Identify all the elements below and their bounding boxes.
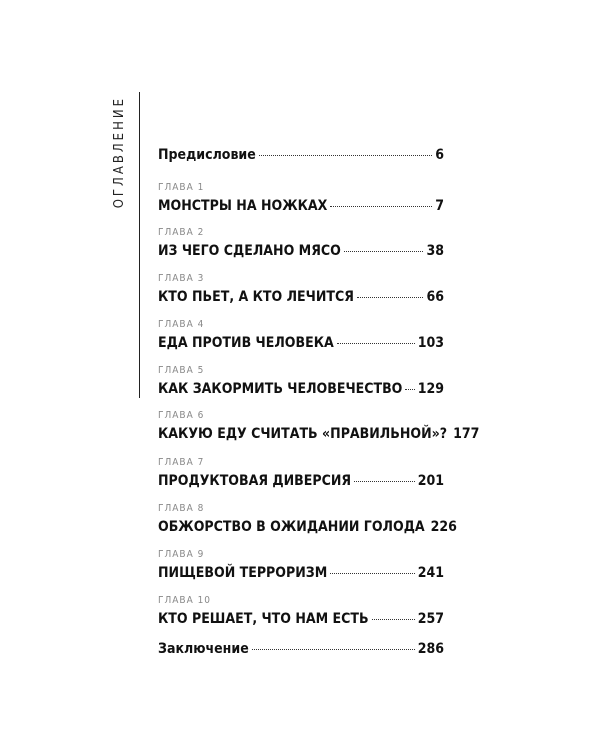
entry-page: 103: [417, 335, 444, 351]
entry-title: ПРОДУКТОВАЯ ДИВЕРСИЯ: [158, 473, 352, 489]
toc-entry-chapter-9[interactable]: [158, 549, 444, 582]
chapter-label: ГЛАВА 5: [158, 365, 205, 376]
dot-leader: [344, 251, 424, 252]
toc-entry-chapter-2[interactable]: [158, 227, 444, 260]
entry-title: Заключение: [158, 641, 249, 657]
dot-leader: [259, 155, 432, 156]
toc-heading: ОГЛАВЛЕНИЕ: [112, 96, 127, 209]
chapter-label: ГЛАВА 10: [158, 595, 212, 606]
chapter-label: ГЛАВА 2: [158, 227, 205, 238]
entry-page: 241: [417, 565, 444, 581]
chapter-label: ГЛАВА 3: [158, 273, 205, 284]
toc-entry-chapter-5[interactable]: [158, 365, 444, 398]
toc-entry-chapter-3[interactable]: [158, 273, 444, 306]
dot-leader: [372, 619, 415, 620]
entry-title: КАКУЮ ЕДУ СЧИТАТЬ «ПРАВИЛЬНОЙ»?: [158, 426, 448, 442]
dot-leader: [354, 481, 415, 482]
toc-entry-chapter-8[interactable]: [158, 503, 457, 536]
chapter-label: ГЛАВА 9: [158, 549, 205, 560]
toc-entry-chapter-7[interactable]: [158, 457, 444, 490]
dot-leader: [405, 389, 414, 390]
toc-entry-preface[interactable]: [158, 146, 444, 164]
entry-page: 66: [426, 289, 444, 305]
entry-page: 257: [417, 611, 444, 627]
entry-title: ИЗ ЧЕГО СДЕЛАНО МЯСО: [158, 243, 341, 259]
chapter-label: ГЛАВА 1: [158, 182, 205, 193]
entry-page: 7: [435, 198, 444, 214]
toc-entry-conclusion[interactable]: [158, 640, 444, 658]
entry-title: ОБЖОРСТВО В ОЖИДАНИИ ГОЛОДА: [158, 519, 425, 535]
entry-title: КТО ПЬЕТ, А КТО ЛЕЧИТСЯ: [158, 289, 354, 305]
toc-entry-chapter-1[interactable]: [158, 182, 444, 215]
entry-title: Предисловие: [158, 147, 256, 163]
entry-page: 177: [453, 426, 480, 442]
toc-entry-chapter-10[interactable]: [158, 595, 444, 628]
dot-leader: [337, 343, 415, 344]
entry-page: 129: [417, 381, 444, 397]
chapter-label: ГЛАВА 7: [158, 457, 205, 468]
dot-leader: [330, 206, 432, 207]
dot-leader: [330, 573, 414, 574]
entry-page: 286: [417, 641, 444, 657]
entry-title: КТО РЕШАЕТ, ЧТО НАМ ЕСТЬ: [158, 611, 369, 627]
entry-title: МОНСТРЫ НА НОЖКАХ: [158, 198, 328, 214]
toc-entry-chapter-6[interactable]: [158, 410, 480, 443]
entry-page: 6: [435, 147, 444, 163]
heading-divider: [139, 92, 140, 398]
entry-title: ЕДА ПРОТИВ ЧЕЛОВЕКА: [158, 335, 334, 351]
dot-leader: [357, 297, 424, 298]
entry-page: 201: [417, 473, 444, 489]
entry-title: КАК ЗАКОРМИТЬ ЧЕЛОВЕЧЕСТВО: [158, 381, 403, 397]
entry-title: ПИЩЕВОЙ ТЕРРОРИЗМ: [158, 565, 328, 581]
entry-page: 38: [426, 243, 444, 259]
chapter-label: ГЛАВА 8: [158, 503, 205, 514]
dot-leader: [252, 649, 415, 650]
entry-page: 226: [430, 519, 457, 535]
chapter-label: ГЛАВА 6: [158, 410, 205, 421]
toc-entry-chapter-4[interactable]: [158, 319, 444, 352]
chapter-label: ГЛАВА 4: [158, 319, 205, 330]
